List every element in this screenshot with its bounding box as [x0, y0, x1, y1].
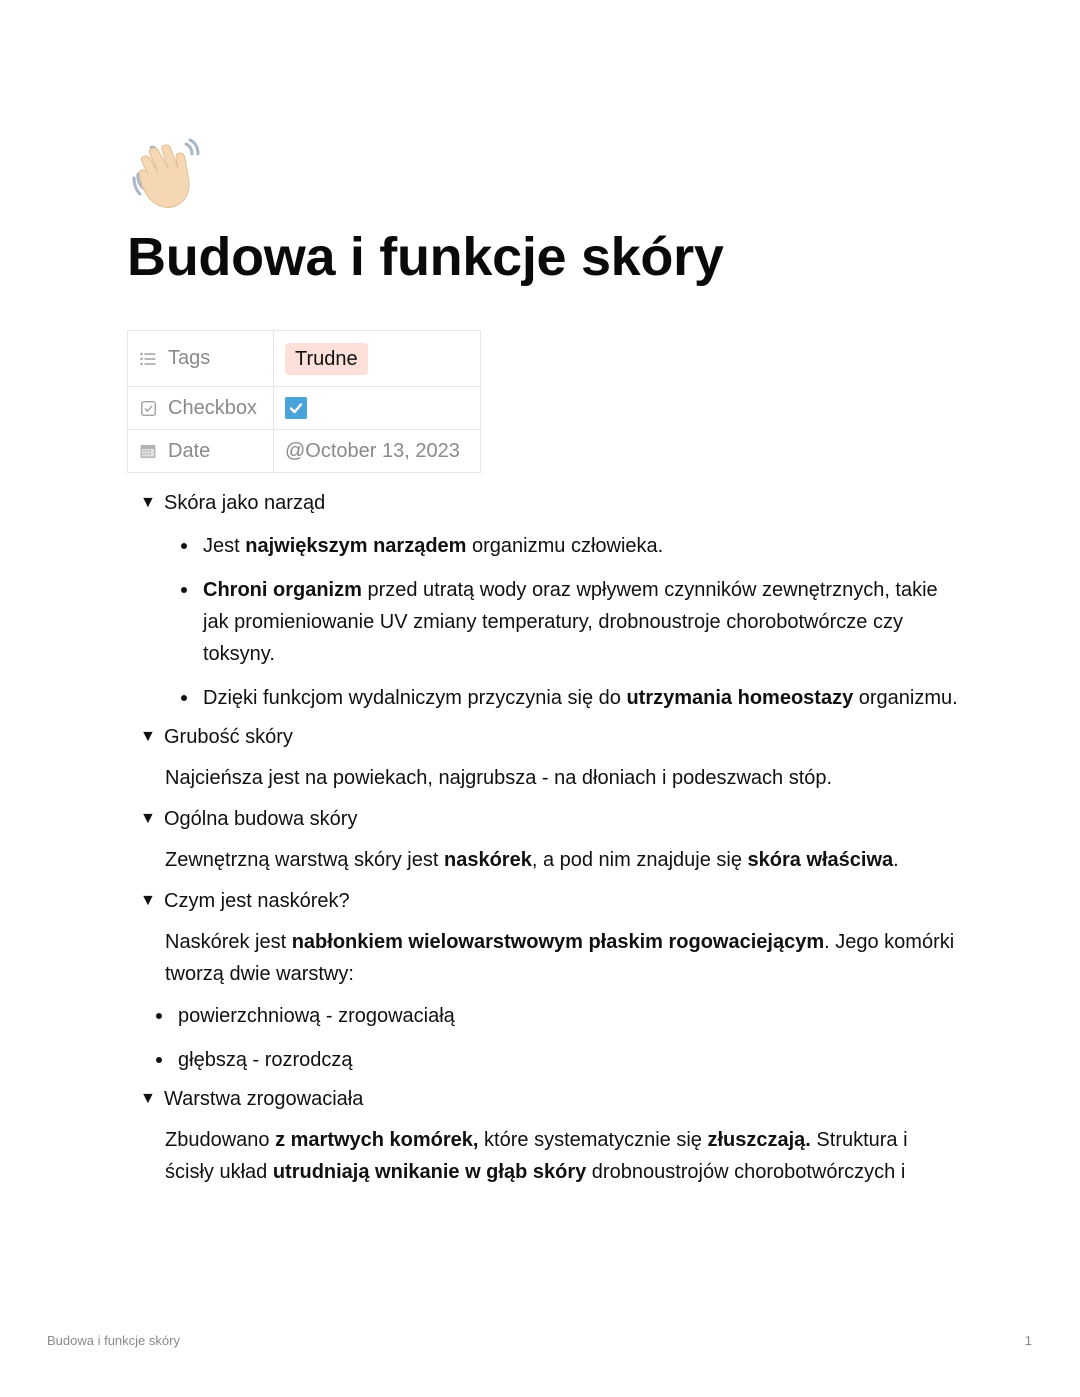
- toggle-block: [140, 486, 960, 714]
- toggle-triangle-icon[interactable]: ▼: [140, 892, 156, 909]
- toggle-triangle-icon[interactable]: ▼: [140, 494, 156, 511]
- checkbox-checked[interactable]: [285, 397, 307, 419]
- toggle-block: [140, 720, 960, 794]
- toggle-block: [140, 1082, 960, 1188]
- checkbox-icon: [139, 399, 157, 417]
- toggle-title: Ogólna budowa skóry: [164, 808, 358, 830]
- toggle-block: [140, 802, 960, 876]
- paragraph: Zbudowano z martwych komórek, które systematycznie się złuszczają. Struktura i ścisły układ utrudniają wnikanie w głąb skóry drobnoustrojów chorobotwórczych i: [165, 1129, 908, 1183]
- paragraph: Zewnętrzną warstwą skóry jest naskórek, a pod nim znajduje się skóra właściwa.: [165, 849, 899, 871]
- tag-badge[interactable]: Trudne: [285, 343, 368, 375]
- toggle-header[interactable]: [140, 884, 960, 918]
- toggle-block: [140, 884, 960, 1076]
- toggle-title: Czym jest naskórek?: [164, 890, 350, 912]
- page-title: Budowa i funkcje skóry: [127, 227, 724, 287]
- properties-table: [127, 330, 481, 473]
- toggle-triangle-icon[interactable]: ▼: [140, 728, 156, 745]
- toggle-header[interactable]: [140, 1082, 960, 1116]
- page-content: [140, 486, 960, 1196]
- calendar-icon: [139, 442, 157, 460]
- toggle-triangle-icon[interactable]: ▼: [140, 1090, 156, 1107]
- waving-hand-icon: [128, 136, 208, 216]
- toggle-title: Warstwa zrogowaciała: [164, 1088, 364, 1110]
- list-item: Dzięki funkcjom wydalniczym przyczynia się do utrzymania homeostazy organizmu.: [203, 682, 960, 714]
- property-row-tags: [128, 331, 481, 387]
- list-icon: [139, 350, 157, 368]
- page-icon: [128, 136, 208, 216]
- toggle-title: Skóra jako narząd: [164, 492, 326, 514]
- date-value[interactable]: @October 13, 2023: [285, 439, 460, 462]
- footer-title: Budowa i funkcje skóry: [47, 1333, 180, 1348]
- list-item: Jest największym narządem organizmu człowieka.: [203, 530, 960, 562]
- page-number: 1: [1024, 1333, 1032, 1348]
- list-item: głębszą - rozrodczą: [178, 1044, 960, 1076]
- checkmark-icon: [288, 400, 304, 416]
- property-row-date: [128, 430, 481, 473]
- toggle-header[interactable]: [140, 802, 960, 836]
- list-item: Chroni organizm przed utratą wody oraz wpływem czynników zewnętrznych, takie jak promieniowanie UV zmiany temperatury, drobnoustroje chorobotwórcze czy toksyny.: [203, 574, 960, 670]
- paragraph: Naskórek jest nabłonkiem wielowarstwowym płaskim rogowaciejącym. Jego komórki tworzą dwie warstwy:: [165, 931, 955, 985]
- list-item: powierzchniową - zrogowaciałą: [178, 1000, 960, 1032]
- toggle-triangle-icon[interactable]: ▼: [140, 810, 156, 827]
- toggle-title: Grubość skóry: [164, 726, 293, 748]
- toggle-header[interactable]: [140, 720, 960, 754]
- property-row-checkbox: [128, 387, 481, 430]
- property-label-checkbox: Checkbox: [168, 396, 257, 419]
- paragraph: Najcieńsza jest na powiekach, najgrubsza - na dłoniach i podeszwach stóp.: [165, 767, 833, 789]
- property-label-tags: Tags: [168, 347, 211, 369]
- toggle-header[interactable]: [140, 486, 960, 520]
- property-label-date: Date: [168, 439, 211, 462]
